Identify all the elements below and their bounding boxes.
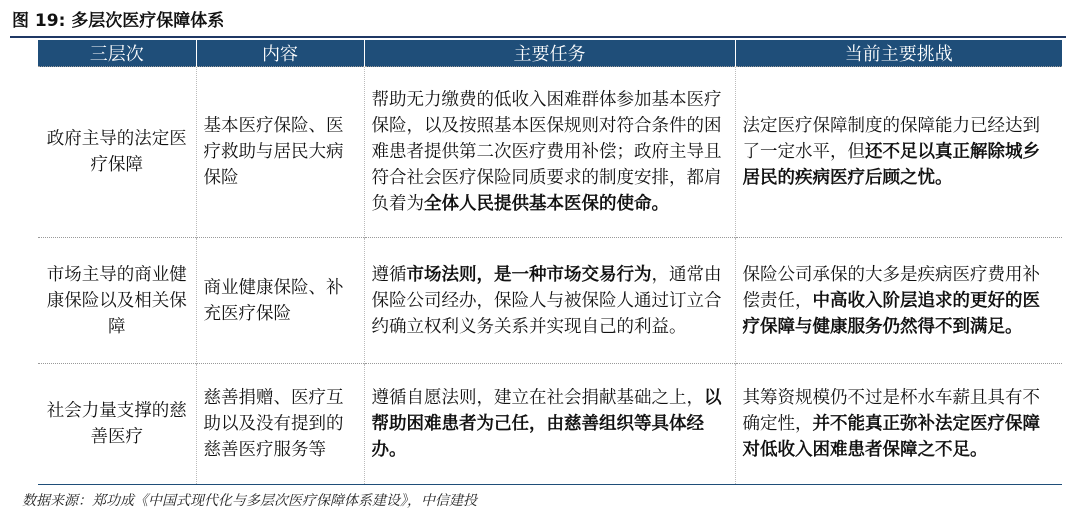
row-challenge xyxy=(735,238,1062,364)
row-content: 基本医疗保险、医疗救助与居民大病保险 xyxy=(196,67,364,238)
task-bold-text: 市场法则，是一种市场交易行为 xyxy=(406,264,652,285)
task-text: 遵循 xyxy=(371,264,407,285)
header-content: 内容 xyxy=(196,40,364,67)
row-task xyxy=(364,364,735,485)
row-level: 市场主导的商业健康保险以及相关保障 xyxy=(38,238,196,364)
task-text-post: ，通常由保险公司经办，保险人与被保险人通过订立合约确立权利义务关系并实现自己的利益。 xyxy=(371,264,722,337)
table-row xyxy=(38,238,1062,364)
challenge-bold-text: 中高收入阶层追求的更好的医疗保障与健康服务仍然得不到满足。 xyxy=(742,290,1040,337)
task-bold-text: 全体人民提供基本医保的使命。 xyxy=(424,194,669,214)
source-note: 数据来源：郑功成《中国式现代化与多层次医疗保障体系建设》，中信建投 xyxy=(22,493,477,509)
row-challenge xyxy=(735,67,1062,238)
challenge-text: 其筹资规模仍不过是杯水车薪且具有不确定性， xyxy=(742,388,1040,434)
row-task xyxy=(364,238,735,364)
table-row xyxy=(38,364,1062,485)
row-level: 社会力量支撑的慈善医疗 xyxy=(38,364,196,485)
task-text: 帮助无力缴费的低收入困难群体参加基本医疗保险，以及按照基本医保规则对符合条件的困难患者提供第二次医疗费用补偿；政府主导且符合社会医疗保险同质要求的制度安排，都肩负着为 xyxy=(371,90,722,214)
task-bold-text: 以帮助困难患者为己任，由慈善组织等具体经办。 xyxy=(371,388,722,460)
row-content: 商业健康保险、补充医疗保险 xyxy=(196,238,364,364)
header-task: 主要任务 xyxy=(364,40,735,67)
challenge-bold-text: 还不足以真正解除城乡居民的疾病医疗后顾之忧。 xyxy=(742,142,1040,188)
table-row xyxy=(38,67,1062,238)
figure-title: 图 19: 多层次医疗保障体系 xyxy=(12,11,225,31)
challenge-text: 保险公司承保的大多是疾病医疗费用补偿责任， xyxy=(742,264,1040,311)
title-rule xyxy=(10,36,1066,38)
header-level: 三层次 xyxy=(38,40,196,67)
row-level: 政府主导的法定医疗保障 xyxy=(38,67,196,238)
row-content: 慈善捐赠、医疗互助以及没有提到的慈善医疗服务等 xyxy=(196,364,364,485)
table-header-row xyxy=(38,40,1062,67)
row-task xyxy=(364,67,735,238)
insurance-table xyxy=(38,40,1062,485)
challenge-text: 法定医疗保障制度的保障能力已经达到了一定水平，但 xyxy=(742,116,1040,162)
header-challenge: 当前主要挑战 xyxy=(735,40,1062,67)
task-text: 遵循自愿法则，建立在社会捐献基础之上， xyxy=(371,388,704,408)
row-challenge xyxy=(735,364,1062,485)
challenge-bold-text: 并不能真正弥补法定医疗保障对低收入困难患者保障之不足。 xyxy=(742,414,1040,460)
